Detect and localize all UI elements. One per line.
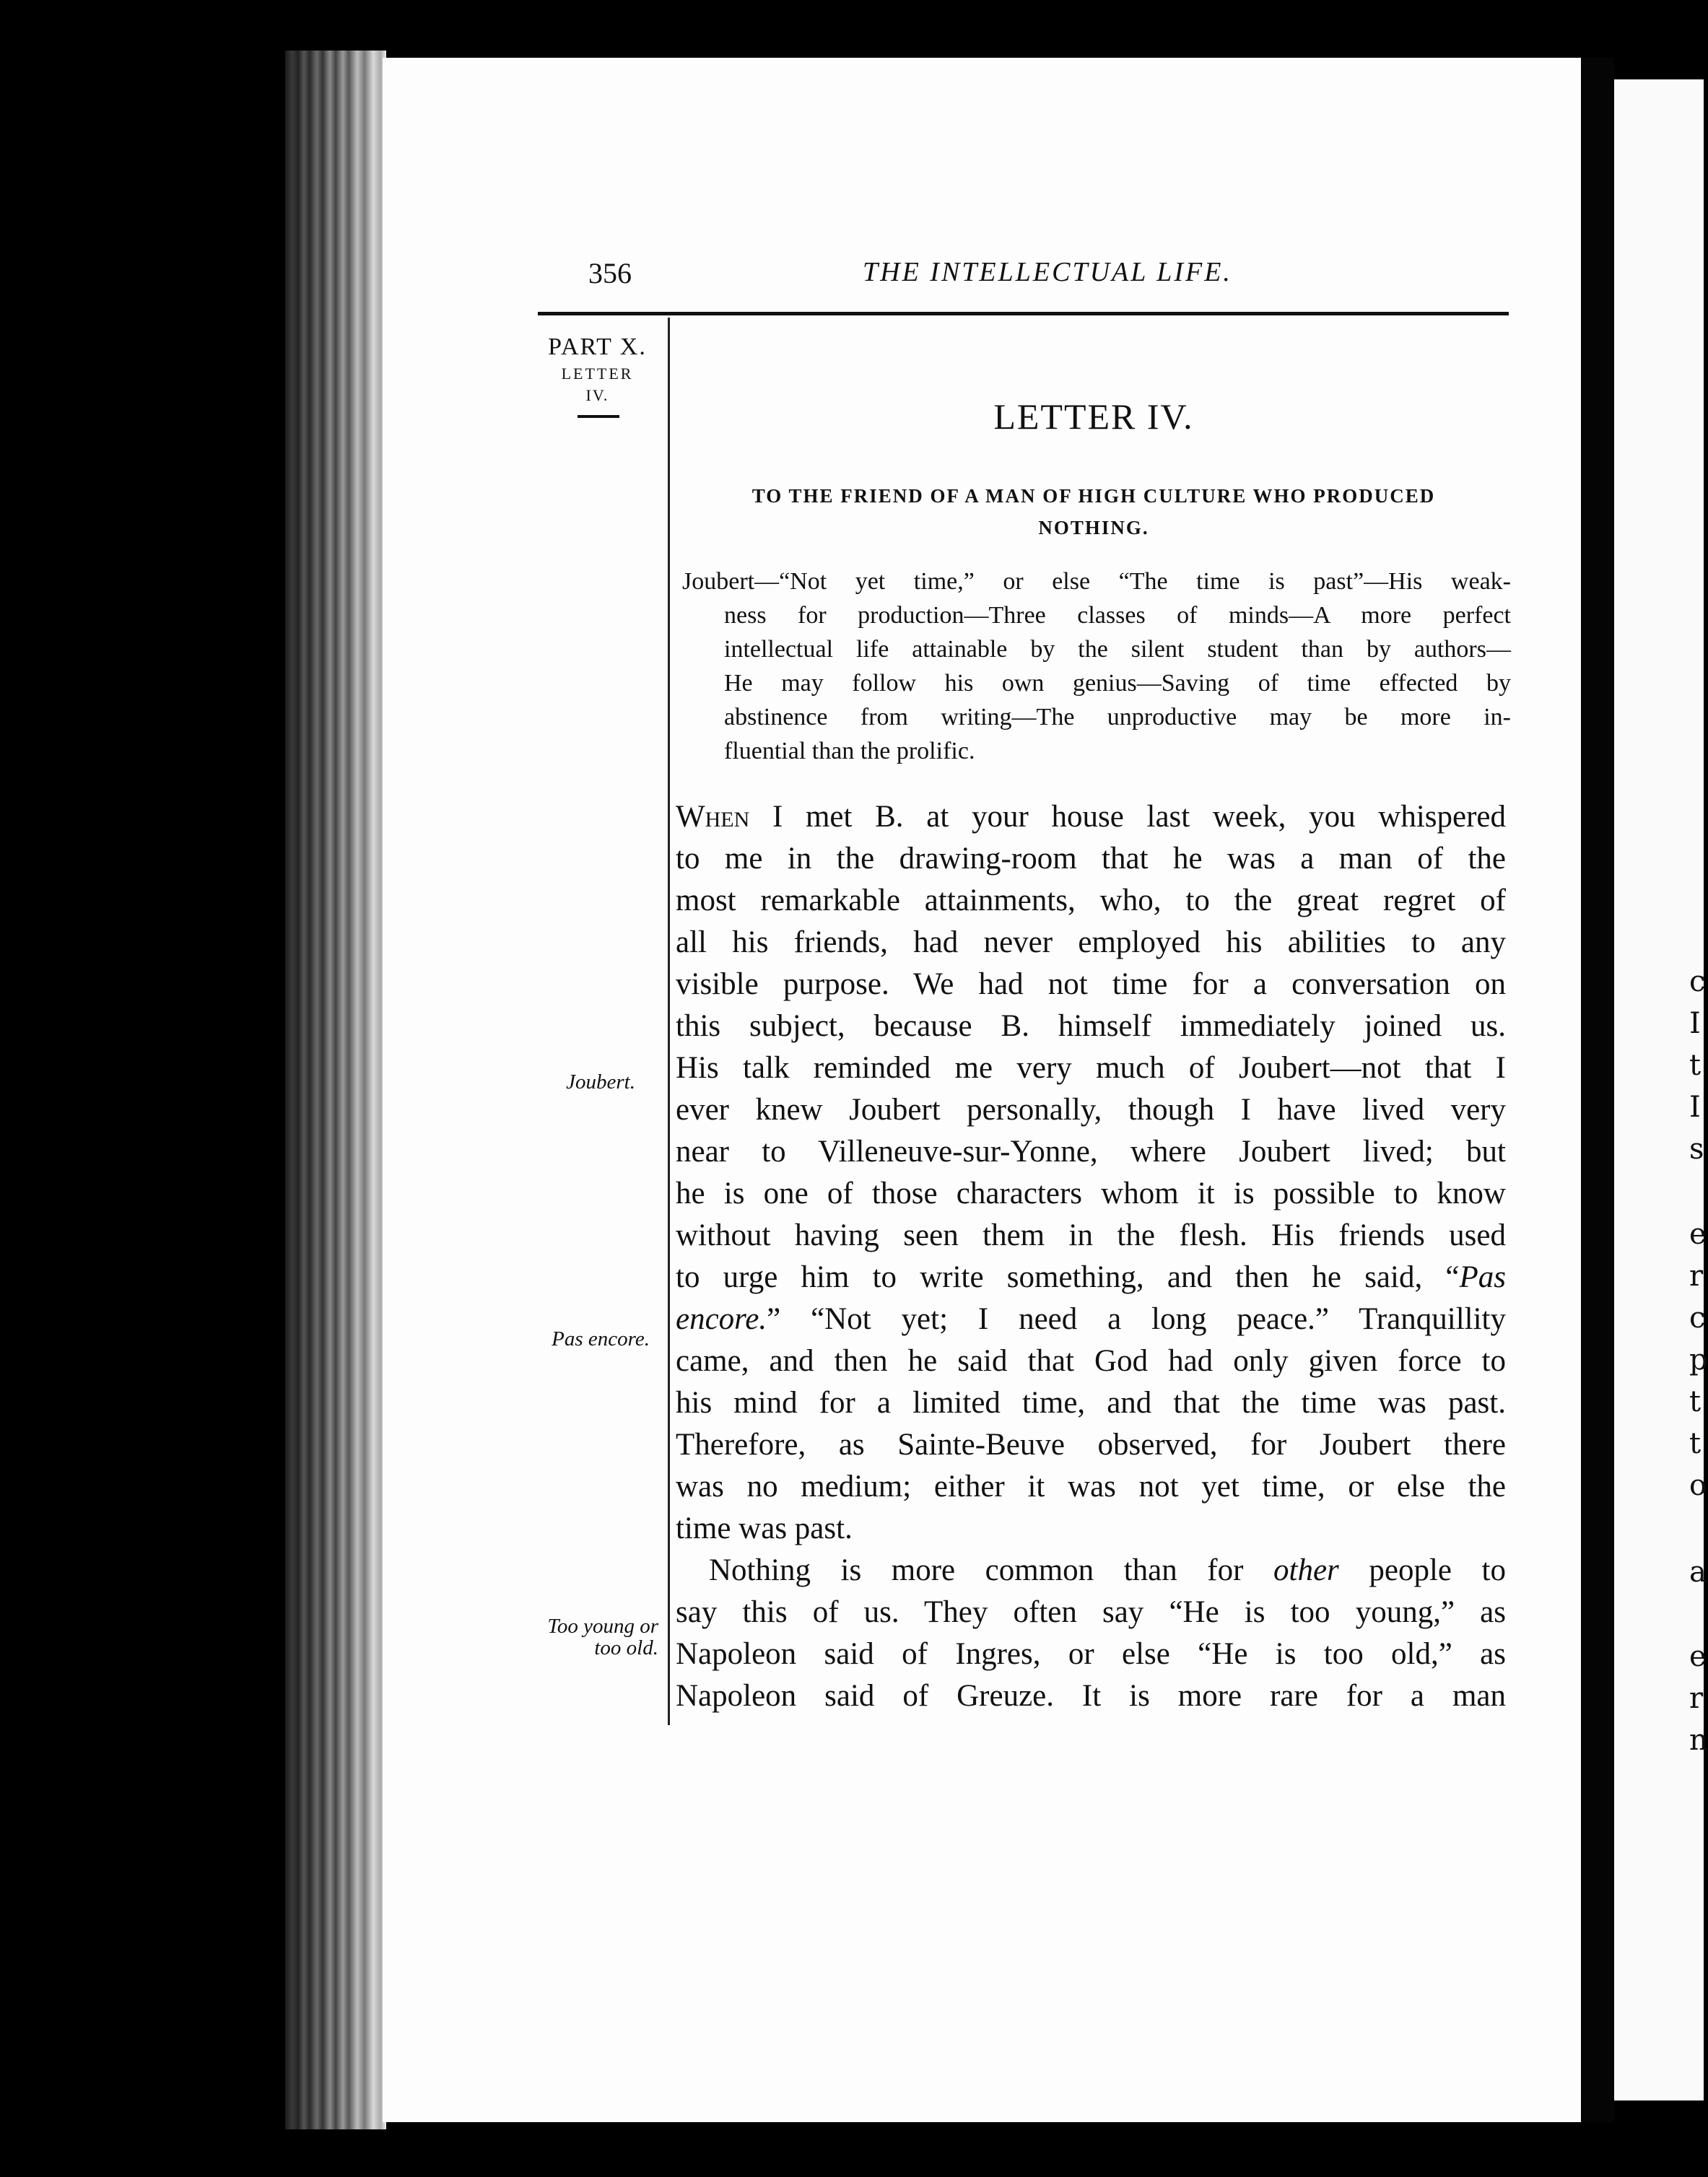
side-note-joubert: Joubert.	[566, 1070, 635, 1094]
body-line: without having seen them in the flesh. His friends used	[676, 1218, 1506, 1252]
body-italic: Pas	[1459, 1260, 1506, 1294]
letter-address	[679, 480, 1509, 544]
body-line: say this of us. They often say “He is too young,” as	[676, 1595, 1506, 1629]
letter-address-line-1: TO THE FRIEND OF A MAN OF HIGH CULTURE WHO PRODUCED	[751, 485, 1436, 507]
body-line: this subject, because B. himself immediately joined us.	[676, 1009, 1506, 1043]
body-line: his mind for a limited time, and that the time was past.	[676, 1386, 1506, 1420]
facing-page-fragment: e	[1689, 1218, 1707, 1251]
body-line	[676, 1299, 1506, 1340]
body-line: Therefore, as Sainte-Beuve observed, for Joubert there	[676, 1428, 1506, 1462]
synopsis-line: Joubert—“Not yet time,” or else “The time is past”—His weak-	[682, 568, 1511, 595]
facing-page-fragment: s	[1689, 1133, 1704, 1166]
synopsis-line: He may follow his own genius—Saving of time effected by	[724, 670, 1511, 697]
synopsis-line: fluential than the prolific.	[724, 738, 975, 764]
facing-page-fragment: t	[1689, 1049, 1702, 1082]
synopsis-line: ness for production—Three classes of minds—A more perfect	[724, 602, 1511, 629]
facing-page-fragment: o	[1689, 1469, 1707, 1502]
body-line: to me in the drawing-room that he was a man of the	[676, 842, 1506, 876]
page-edge-stack	[285, 51, 386, 2129]
margin-short-rule	[578, 415, 619, 418]
side-note-too-young	[547, 1615, 658, 1659]
body-line	[676, 1550, 1506, 1592]
facing-page-sliver	[1614, 79, 1704, 2100]
synopsis-line: intellectual life attainable by the silent student than by authors—	[724, 636, 1511, 663]
body-line: Napoleon said of Greuze. It is more rare for a man	[676, 1679, 1506, 1713]
side-note-pas-encore: Pas encore.	[552, 1327, 650, 1351]
drop-word: When	[676, 800, 750, 834]
letter-heading: LETTER IV.	[993, 396, 1194, 437]
facing-page-fragment: I	[1689, 1091, 1701, 1124]
facing-page-fragment: t	[1689, 1427, 1702, 1460]
facing-page-fragment: c	[1689, 965, 1706, 998]
body-line: time was past.	[676, 1511, 853, 1545]
chapter-synopsis	[682, 564, 1511, 768]
body-line-text: I met B. at your house last week, you whispered	[749, 800, 1506, 834]
body-italic: other	[1273, 1553, 1339, 1587]
margin-part-label: PART X.	[548, 333, 647, 360]
body-line-text: Nothing is more common than for	[709, 1553, 1274, 1587]
synopsis-line: abstinence from writing—The unproductive may be more in-	[724, 704, 1511, 730]
body-line: came, and then he said that God had only given force to	[676, 1344, 1506, 1378]
facing-page-fragment: n	[1689, 1724, 1708, 1757]
body-line-text: people to	[1338, 1553, 1506, 1587]
gutter-shadow	[1581, 58, 1614, 2122]
facing-page-fragment: I	[1689, 1007, 1701, 1040]
body-line: Napoleon said of Ingres, or else “He is too old,” as	[676, 1637, 1506, 1671]
facing-page-fragment: t	[1689, 1385, 1702, 1418]
body-line: was no medium; either it was not yet time, or else the	[676, 1470, 1506, 1504]
facing-page-fragment: p	[1689, 1343, 1708, 1377]
body-line-text: to urge him to write something, and then he said, “	[676, 1260, 1460, 1294]
body-line: visible purpose. We had not time for a conversation on	[676, 967, 1506, 1001]
page-number: 356	[588, 257, 632, 289]
margin-letter-number: IV.	[585, 386, 609, 404]
body-line: near to Villeneuve-sur-Yonne, where Joubert lived; but	[676, 1135, 1506, 1169]
running-title: THE INTELLECTUAL LIFE.	[863, 257, 1232, 287]
body-line: ever knew Joubert personally, though I have lived very	[676, 1093, 1506, 1127]
facing-page-fragment: a	[1689, 1556, 1707, 1589]
facing-page-fragment: e	[1689, 1640, 1707, 1673]
margin-letter-label: LETTER	[561, 365, 634, 383]
body-line: all his friends, had never employed his abilities to any	[676, 925, 1506, 959]
facing-page-fragment: r	[1689, 1682, 1704, 1715]
header-rule	[538, 312, 1509, 315]
body-line	[676, 1257, 1506, 1299]
margin-column-rule	[668, 318, 670, 1725]
body-line: most remarkable attainments, who, to the great regret of	[676, 884, 1506, 917]
body-italic: encore.	[676, 1302, 767, 1336]
body-line-text: ” “Not yet; I need a long peace.” Tranquillity	[767, 1302, 1506, 1336]
body-line: His talk reminded me very much of Joubert—not that I	[676, 1051, 1506, 1085]
side-note-too-young-line-2: too old.	[594, 1636, 658, 1659]
letter-body	[676, 796, 1506, 1717]
body-line: he is one of those characters whom it is possible to know	[676, 1177, 1506, 1210]
facing-page-fragment: r	[1689, 1260, 1704, 1293]
body-line	[676, 796, 1506, 838]
letter-address-line-2: NOTHING.	[1038, 517, 1149, 538]
facing-page-fragment: c	[1689, 1301, 1706, 1335]
side-note-too-young-line-1: Too young or	[547, 1615, 658, 1638]
